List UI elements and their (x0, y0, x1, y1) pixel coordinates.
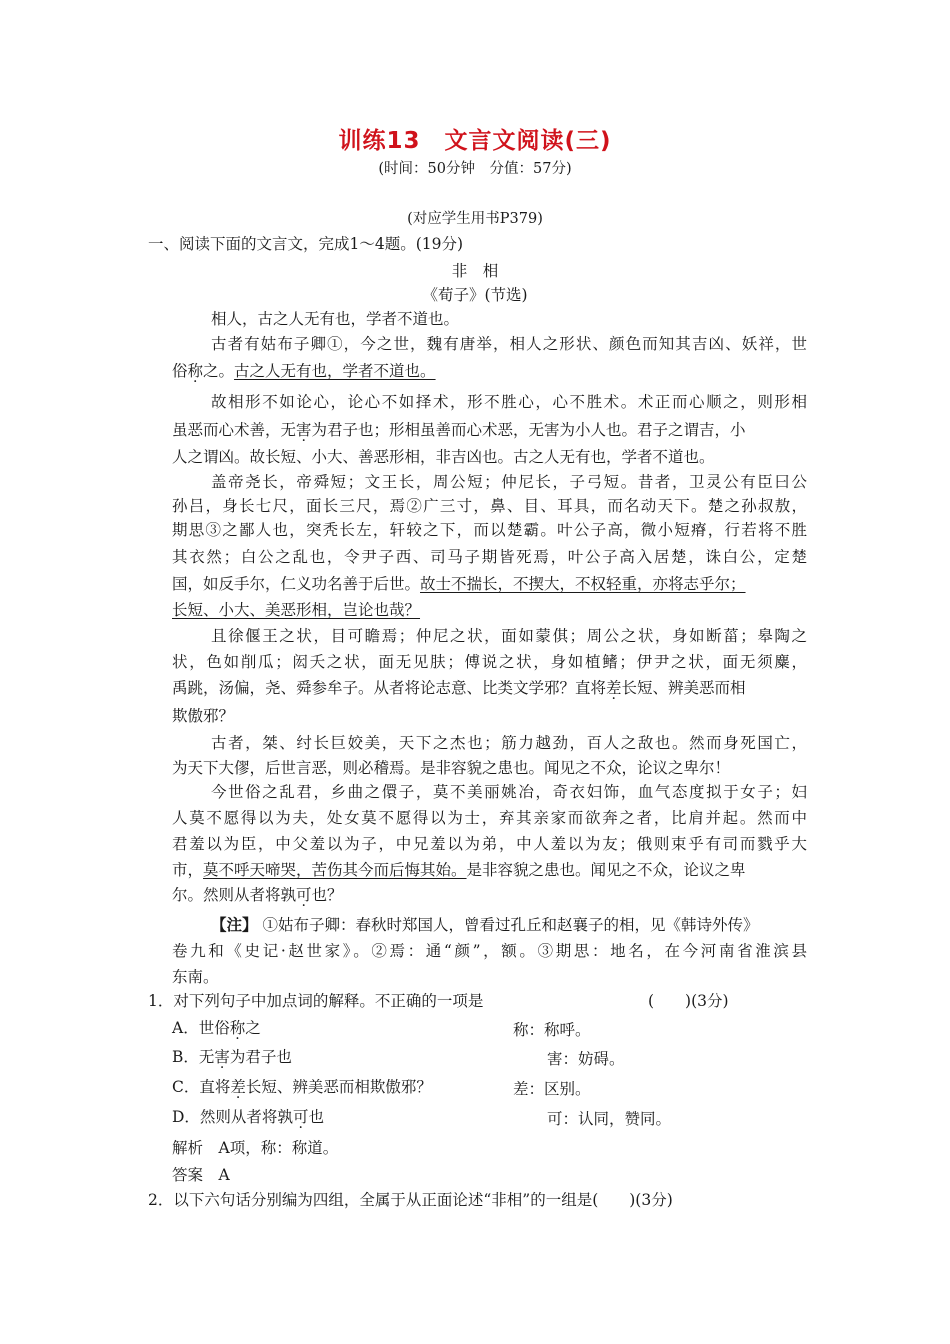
passage-paragraph-5-line-4: 欺傲邪？ (172, 707, 235, 725)
option-a-label (172, 1018, 261, 1038)
text-segment: 也 (308, 1108, 324, 1126)
passage-paragraph-4-line-5 (172, 574, 746, 594)
dotted-word: 差 (230, 1078, 246, 1096)
passage-paragraph-7-line-2: 人莫不愿得以为夫，处女莫不愿得以为士，弃其亲家而欲奔之者，比肩并起。然而中 (172, 809, 807, 827)
passage-paragraph-5-line-3 (172, 678, 746, 698)
dotted-word: 称 (229, 1019, 246, 1037)
option-d-label (172, 1107, 324, 1127)
underlined-sentence-1: 古之人无有也，学者不道也。 (234, 362, 436, 380)
passage-paragraph-1: 相人，古之人无有也，学者不道也。 (211, 310, 460, 328)
passage-paragraph-7-line-4 (172, 860, 746, 880)
text-segment: 虽恶而心术善，无 (172, 421, 297, 439)
passage-paragraph-4-line-4: 其衣然；白公之乱也，令尹子西、司马子期皆死焉，叶公子高入居楚，诛白公，定楚 (172, 548, 807, 566)
passage-paragraph-3-line-2 (172, 420, 746, 440)
passage-paragraph-4-line-6 (172, 600, 420, 620)
passage-paragraph-6-line-2: 为天下大僇，后世言恶，则必稽焉。是非容貌之患也。闻见之不众，论议之卑尔！ (172, 759, 731, 777)
dotted-word: 害 (214, 1048, 230, 1066)
text-segment: A．世俗 (172, 1019, 230, 1037)
option-d-definition: 可：认同，赞同。 (547, 1110, 672, 1128)
page-title: 训练13 文言文阅读(三) (338, 128, 612, 154)
passage-paragraph-4-line-1: 盖帝尧长，帝舜短；文王长，周公短；仲尼长，子弓短。昔者，卫灵公有臣曰公 (211, 473, 807, 491)
option-b-definition: 害：妨碍。 (547, 1050, 625, 1068)
passage-paragraph-4-line-2: 孙吕，身长七尺，面长三尺，焉②广三寸，鼻、目、耳具，而名动天下。楚之孙叔敖， (172, 497, 807, 515)
underlined-sentence-2-cont: 长短、小大、美恶形相，岂论也哉？ (172, 601, 421, 619)
text-segment: 俗 (172, 362, 188, 380)
passage-paragraph-6-line-1: 古者，桀、纣长巨姣美，天下之杰也；筋力越劲，百人之敌也。然而身死国亡， (211, 734, 807, 752)
passage-paragraph-5-line-1: 且徐偃王之状，目可瞻焉；仲尼之状，面如蒙倛；周公之状，身如断菑；皋陶之 (211, 627, 807, 645)
text-segment: 为君子也；形相虽善而心术恶，无害为小人也。君子之谓吉，小 (311, 421, 746, 439)
section-heading: 一、阅读下面的文言文，完成1～4题。(19分) (148, 235, 464, 253)
option-c-label (172, 1077, 432, 1097)
text-segment: 是非容貌之患也。闻见之不众，论议之卑 (466, 861, 746, 879)
question-1-stem: 1．对下列句子中加点词的解释。不正确的一项是 (148, 992, 484, 1010)
option-b-label (172, 1047, 292, 1067)
dotted-word: 可 (292, 1108, 309, 1126)
question-1-answer: 答案 A (172, 1166, 230, 1184)
option-a-definition: 称：称呼。 (513, 1021, 591, 1039)
notes-label: 【注】 (211, 915, 258, 934)
passage-paragraph-2-line-2 (172, 361, 436, 381)
text-segment: 市， (172, 861, 204, 879)
notes-line-1 (211, 915, 758, 935)
passage-paragraph-7-line-3: 君羞以为臣，中父羞以为子，中兄羞以为弟，中人羞以为友；俄则束乎有司而戮乎大 (172, 835, 807, 853)
dotted-word-cheng: 称 (187, 362, 204, 380)
book-reference: (对应学生用书P379) (407, 211, 543, 227)
passage-paragraph-3-line-3: 人之谓凶。故长短、小大、善恶形相，非吉凶也。古之人无有也，学者不道也。 (172, 448, 715, 466)
dotted-word-ke: 可 (296, 886, 312, 904)
notes-text: ①姑布子卿：春秋时郑国人，曾看过孔丘和赵襄子的相，见《韩诗外传》 (262, 916, 759, 934)
question-1-score: ( )(3分) (648, 992, 729, 1010)
text-segment: 尔。然则从者将孰 (172, 886, 297, 904)
text-segment: 长短、辨美恶而相欺傲邪？ (245, 1078, 432, 1096)
text-segment: C．直将 (172, 1078, 231, 1096)
passage-title: 非 相 (451, 262, 499, 280)
text-segment: 国，如反手尔，仁义功名善于后世。 (172, 575, 421, 593)
text-segment: 之。 (203, 362, 235, 380)
question-1-analysis: 解析 A项，称：称道。 (172, 1139, 339, 1157)
time-score-line: (时间：50分钟 分值：57分) (378, 161, 572, 177)
text-segment: B．无 (172, 1048, 215, 1066)
text-segment: D．然则从者将孰 (172, 1108, 293, 1126)
notes-line-2: 卷九和《史记·赵世家》。②焉：通“颜”，额。③期思：地名，在今河南省淮滨县 (172, 942, 807, 960)
underlined-sentence-3: 莫不呼天啼哭，苦伤其今而后悔其始。 (203, 861, 467, 879)
dotted-word-cha: 差 (606, 679, 622, 697)
text-segment: 禹跳，汤偏，尧、舜参牟子。从者将论志意、比类文学邪？直将 (172, 679, 607, 697)
passage-paragraph-7-line-5 (172, 885, 343, 905)
text-segment: 也？ (311, 886, 343, 904)
passage-source: 《荀子》(节选) (422, 286, 528, 304)
dotted-word-hai: 害 (296, 421, 312, 439)
text-segment: 之 (245, 1019, 261, 1037)
passage-paragraph-2-line-1: 古者有姑布子卿①，今之世，魏有唐举，相人之形状、颜色而知其吉凶、妖祥，世 (211, 335, 807, 353)
option-c-definition: 差：区别。 (513, 1080, 591, 1098)
underlined-sentence-2: 故士不揣长，不揳大，不权轻重，亦将志乎尔； (420, 575, 746, 593)
question-2-stem: 2．以下六句话分别编为四组，全属于从正面论述“非相”的一组是( )(3分) (148, 1191, 673, 1209)
notes-line-3: 东南。 (172, 968, 219, 986)
text-segment: 为君子也 (229, 1048, 292, 1066)
passage-paragraph-3-line-1: 故相形不如论心，论心不如择术，形不胜心，心不胜术。术正而心顺之，则形相 (211, 393, 807, 411)
passage-paragraph-4-line-3: 期思③之鄙人也，突秃长左，轩较之下，而以楚霸。叶公子高，微小短瘠，行若将不胜 (172, 521, 807, 539)
passage-paragraph-5-line-2: 状，色如削瓜；闳夭之状，面无见肤；傅说之状，身如植鳍；伊尹之状，面无须麋， (172, 653, 807, 671)
passage-paragraph-7-line-1: 今世俗之乱君，乡曲之儇子，莫不美丽姚冶，奇衣妇饰，血气态度拟于女子；妇 (211, 783, 807, 801)
text-segment: 长短、辨美恶而相 (621, 679, 746, 697)
